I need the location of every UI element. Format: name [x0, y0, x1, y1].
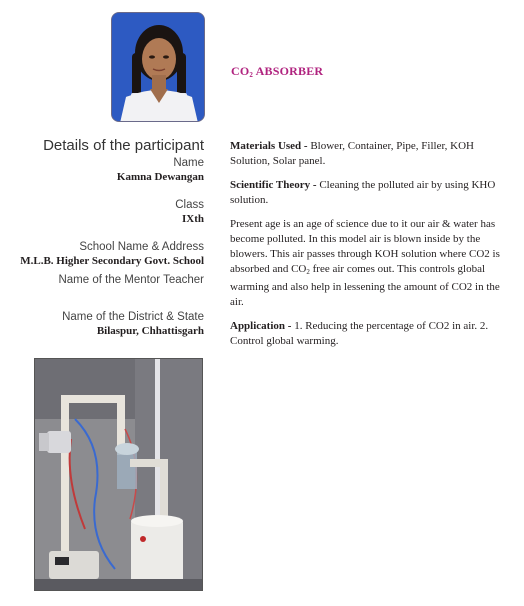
name-value: Kamna Dewangan — [116, 171, 204, 183]
district-label: Name of the District & State — [62, 311, 204, 323]
materials-text: Blower, Container, Pipe, Filler, KOH Solution, Solar panel. — [230, 140, 475, 167]
details-heading: Details of the participant — [43, 137, 204, 154]
model-photo-graphic — [35, 359, 203, 591]
class-label: Class — [175, 199, 204, 211]
project-title: $CO_2$ ABSORBER — [231, 64, 324, 79]
application-text: 1. Reducing the percentage of CO2 in air. 2. Control global warming. — [230, 320, 489, 347]
materials-label: Materials Used - — [230, 140, 311, 152]
application-paragraph — [230, 319, 514, 349]
mentor-label: Name of the Mentor Teacher — [58, 274, 204, 286]
participant-photo-graphic — [112, 13, 205, 122]
theory-text: Cleaning the polluted air by using KHO solution. — [230, 179, 496, 206]
body-paragraph: Present age is an age of science due to it our air & water has become polluted. In this model air is blown inside by the blowers. This air passes through KOH solution where CO2 is absorbed and $CO_2$ free air comes out. This controls global warming and also help in lessening the amount of CO2 in the air. — [230, 218, 500, 308]
name-label: Name — [173, 157, 204, 169]
class-value: IXth — [181, 213, 204, 225]
project-description — [230, 139, 514, 358]
theory-paragraph — [230, 178, 514, 208]
application-label: Application - — [230, 320, 295, 332]
participant-photo — [111, 12, 205, 122]
participant-details — [10, 137, 204, 338]
district-value: Bilaspur, Chhattisgarh — [96, 325, 204, 337]
theory-label: Scientific Theory - — [230, 179, 320, 191]
school-label: School Name & Address — [79, 241, 204, 253]
materials-paragraph — [230, 139, 514, 169]
school-value: M.L.B. Higher Secondary Govt. School — [20, 255, 204, 267]
model-photo — [34, 358, 203, 591]
